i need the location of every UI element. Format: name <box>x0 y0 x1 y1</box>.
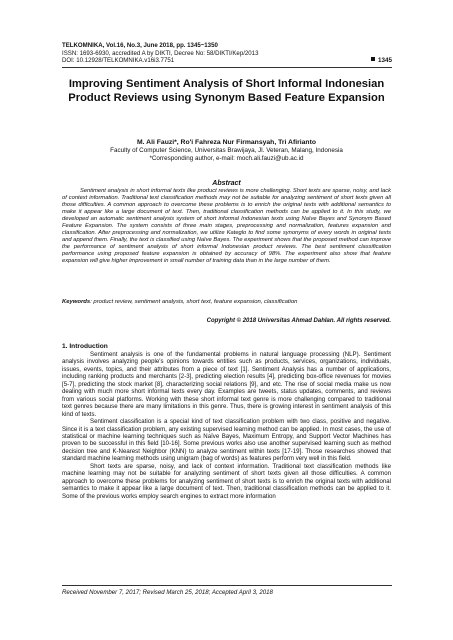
abstract-heading: Abstract <box>212 180 241 187</box>
introduction-body <box>62 351 391 500</box>
keywords <box>62 299 391 306</box>
author-block <box>60 139 393 163</box>
copyright-notice: Copyright © 2018 Universitas Ahmad Dahlan. All rights reserved. <box>206 318 391 324</box>
received-dates: Received November 7, 2017; Revised March 25, 2018; Accepted April 3, 2018 <box>62 589 273 596</box>
doi-line: DOI: 10.12928/TELKOMNIKA.v16i3.7751 <box>62 57 175 65</box>
footer-divider <box>62 585 392 586</box>
author-names: M. Ali Fauzi*, Ro'i Fahreza Nur Firmansyah, Tri Afirianto <box>137 139 316 146</box>
paper-title: Improving Sentiment Analysis of Short Informal Indonesian Product Reviews using Synonym Based Feature Expansion <box>68 78 385 104</box>
page-number-value: 1345 <box>377 57 392 64</box>
journal-citation: TELKOMNIKA, Vol.16, No.3, June 2018, pp. 1345~1350 <box>62 42 218 49</box>
page-number <box>371 57 392 64</box>
intro-paragraph: Short texts are sparse, noisy, and lack of context information. Traditional text classification methods like machine learning may not be suitable for analyzing sentiment of short texts given all those difficulties. A common approach to overcome these problems for analyzing sentiment of short texts is to enrich the original texts with additional semantics to make it appear like a large document of text. Then, traditional classification methods can be applied to it. Some of the previous works employ search engines to extract more information <box>62 462 391 500</box>
affiliation: Faculty of Computer Science, Universitas Brawijaya, Jl. Veteran, Malang, Indonesia <box>110 147 343 154</box>
square-bullet-icon <box>371 57 375 61</box>
header-divider <box>62 67 392 68</box>
issn-line: ISSN: 1693-6930, accredited A by DIKTI, Decree No: 58/DIKTI/Kep/2013 <box>62 49 259 57</box>
keywords-list: : product review, sentiment analysis, short text, feature expansion, classification <box>90 299 298 305</box>
corresponding-author: *Corresponding author, e-mail: moch.ali.fauzi@ub.ac.id <box>149 155 304 162</box>
intro-paragraph: Sentiment analysis is one of the fundamental problems in natural language processing (NLP). Sentiment analysis involves analyzing people's opinions towards entities such as products, services, organizations, individuals, issues, events, topics, and their attributes from a piece of text [1]. Sentiment Analysis has a number of applications, including ranking products and merchants [2-3], predicting election results [4], predicting box-office revenues for movies [5-7], predicting the stock market [8], characterizing social relations [9], and etc. The rise of social media make us now dealing with much more short informal texts every day. Examples are tweets, status updates, comments, and reviews from various social platforms. Working with these short informal text genre is more challenging compared to traditional text genres because there are many limitations in this genre. Thus, there is growing interest in sentiment analysis of this kind of texts. <box>62 351 391 418</box>
abstract-text: Sentiment analysis in short informal texts like product reviews is more challenging. Short texts are sparse, noisy, and lack of context information. Traditional text classification methods may not be suitable for analyzing sentiment of short texts given all those difficulties. A common approach to overcome these problems is to enrich the original texts with additional semantics to make it appear like a large document of text. Then, traditional classification methods can be applied to it. In this study, we developed an automatic sentiment analysis system of short informal Indonesian texts using Naïve Bayes and Synonym Based Feature Expansion. The system consists of three main stages, preprocessing and normalization, features expansion and classification. After preprocessing and normalization, we utilize Kateglo to find some synonyms of every words in original texts and append them. Finally, the text is classified using Naïve Bayes. The experiment shows that the proposed method can improve the performance of sentiment analysis of short informal Indonesian product reviews. The best sentiment classification performance using proposed feature expansion is obtained by accuracy of 98%. The experiment also show that feature expansion will give higher improvement in small number of training data than in the large number of them. <box>62 188 391 265</box>
section-heading-introduction: 1. Introduction <box>62 343 108 350</box>
keywords-label: Keywords <box>62 299 91 305</box>
intro-paragraph: Sentiment classification is a special kind of text classification problem with two class, positive and negative. Since it is a text classification problem, any existing supervised learning method can be applied. In most cases, the use of statistical or machine learning techniques such as Naïve Bayes, Maximum Entropy, and Support Vector Machines has proven to be successful in this field [10-16]. Some previous works also use another supervised learning such as method decision tree and K-Nearest Neighbor (KNN) to analyze sentiment within texts [17-19]. Those researches showed that standard machine learning methods using unigram (bag of words) as features perform very well in this field. <box>62 418 391 463</box>
journal-header <box>62 42 392 65</box>
